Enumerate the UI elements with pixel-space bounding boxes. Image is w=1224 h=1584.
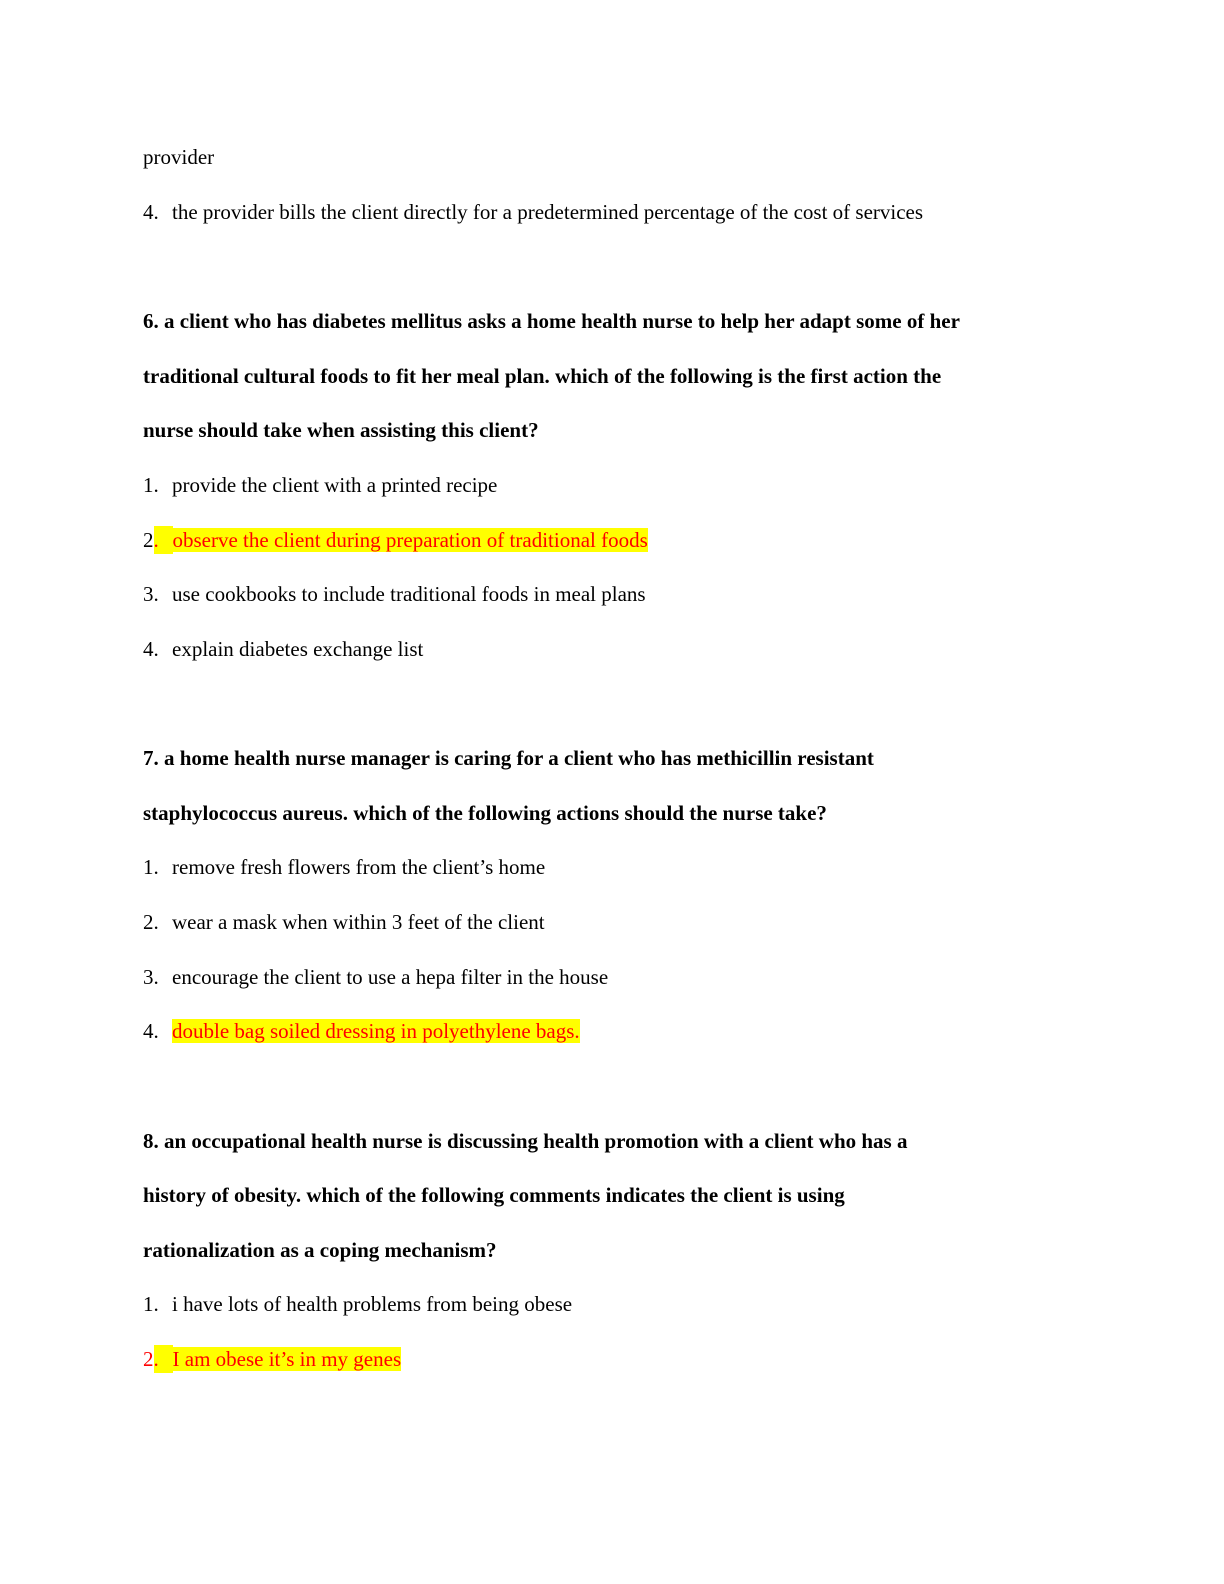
option-number: 4. — [143, 200, 159, 224]
question-8-line-3: rationalization as a coping mechanism? — [143, 1238, 497, 1262]
option-text: remove fresh flowers from the client’s home — [172, 855, 546, 879]
answer-highlight-text: double bag soiled dressing in polyethylene bags. — [172, 1019, 580, 1043]
option-number: 2 — [143, 528, 154, 552]
option-dot: . — [154, 526, 173, 554]
option-number: 4. — [143, 1019, 159, 1043]
option-dot: . — [154, 1345, 173, 1373]
option-text: the provider bills the client directly for a predetermined percentage of the cost of services — [172, 200, 924, 224]
q8-option-2-answer — [143, 1345, 401, 1373]
question-7-line-1: 7. a home health nurse manager is caring for a client who has methicillin resistant — [143, 746, 874, 770]
option-number: 1. — [143, 473, 159, 497]
option-number: 1. — [143, 1292, 159, 1316]
q7-option-1 — [143, 853, 545, 881]
question-6-line-3: nurse should take when assisting this client? — [143, 418, 539, 442]
q6-option-4 — [143, 635, 423, 663]
option-number: 2. — [143, 910, 159, 934]
answer-highlight-text: I am obese it’s in my genes — [172, 1347, 402, 1371]
option-text: i have lots of health problems from being obese — [172, 1292, 573, 1316]
option-number: 3. — [143, 965, 159, 989]
option-text: explain diabetes exchange list — [172, 637, 424, 661]
q6-option-3 — [143, 580, 646, 608]
q6-option-2-answer — [143, 526, 648, 554]
question-8-line-1: 8. an occupational health nurse is discussing health promotion with a client who has a — [143, 1129, 908, 1153]
question-8-line-2: history of obesity. which of the following comments indicates the client is using — [143, 1183, 845, 1207]
option-number: 3. — [143, 582, 159, 606]
q7-option-3 — [143, 963, 608, 991]
option-number: 4. — [143, 637, 159, 661]
option-text: encourage the client to use a hepa filter in the house — [172, 965, 609, 989]
option-number: 2 — [143, 1347, 154, 1371]
q7-option-4-answer — [143, 1017, 580, 1045]
question-7-line-2: staphylococcus aureus. which of the following actions should the nurse take? — [143, 801, 827, 825]
answer-highlight-text: observe the client during preparation of traditional foods — [172, 528, 648, 552]
option-number: 1. — [143, 855, 159, 879]
question-6-line-1: 6. a client who has diabetes mellitus asks a home health nurse to help her adapt some of her — [143, 309, 960, 333]
continuation-text: provider — [143, 145, 215, 169]
option-prev-4 — [143, 198, 923, 226]
option-text: use cookbooks to include traditional foods in meal plans — [172, 582, 646, 606]
option-text: provide the client with a printed recipe — [172, 473, 498, 497]
q6-option-1 — [143, 471, 497, 499]
q7-option-2 — [143, 908, 545, 936]
question-6-line-2: traditional cultural foods to fit her meal plan. which of the following is the first action the — [143, 364, 942, 388]
q8-option-1 — [143, 1290, 572, 1318]
option-text: wear a mask when within 3 feet of the client — [172, 910, 545, 934]
